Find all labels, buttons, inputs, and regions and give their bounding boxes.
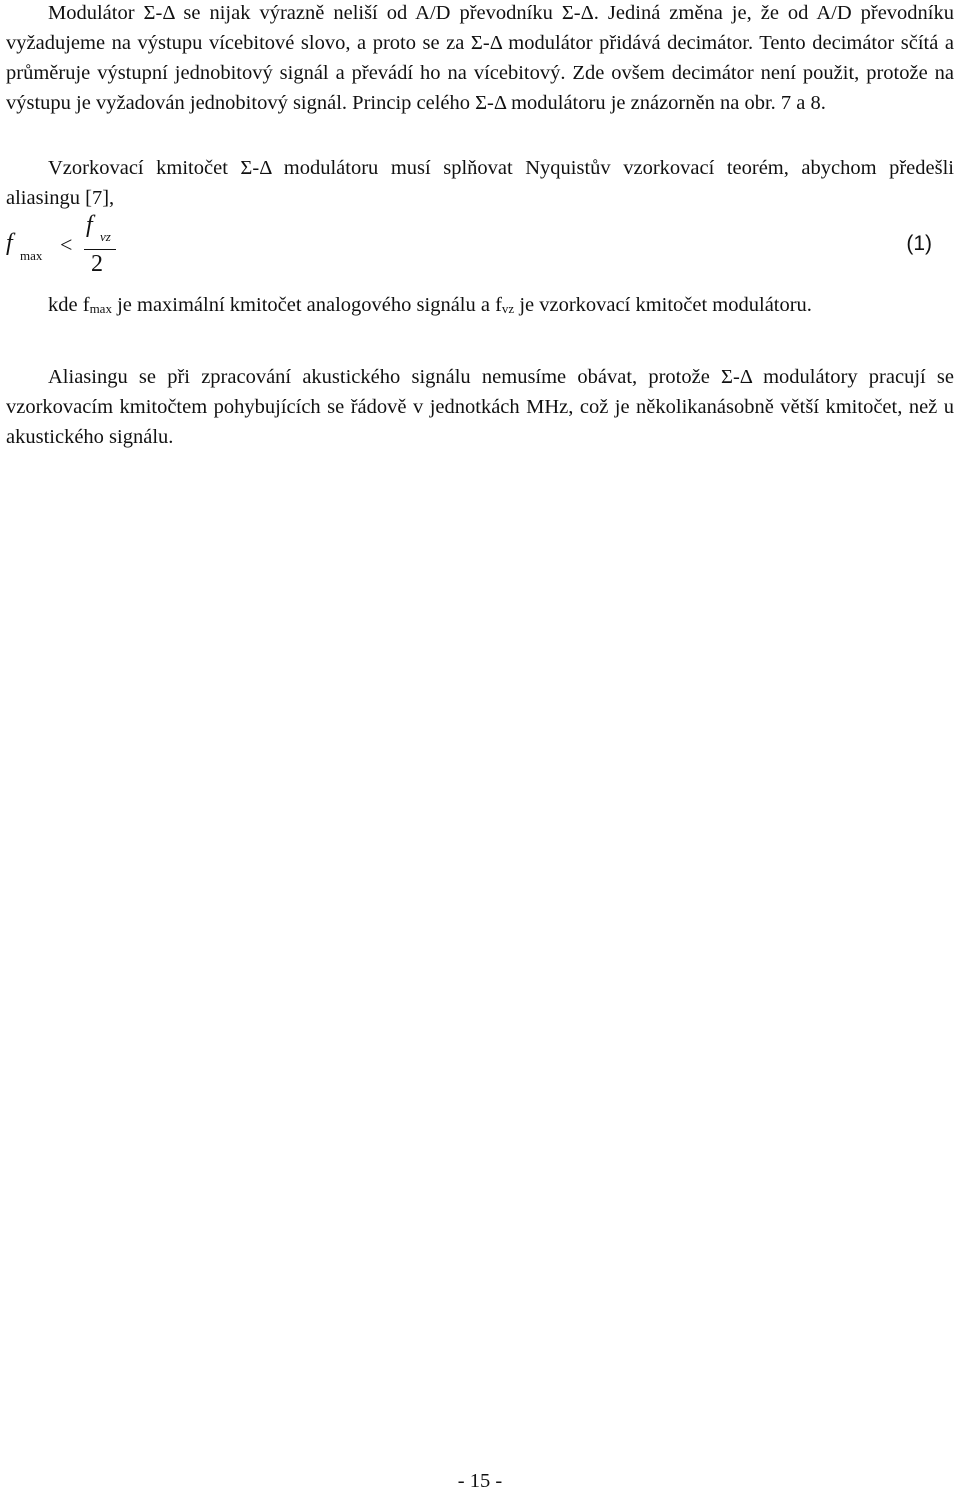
- equation-numerator-subscript: vz: [100, 229, 111, 244]
- explanation-subscript-max: max: [89, 301, 112, 316]
- document-page: [6, 0, 954, 1505]
- explanation-subscript-vz: vz: [501, 301, 515, 316]
- explanation-mid: je maximální kmitočet analogového signálu a f: [111, 294, 502, 316]
- equation-lhs-subscript: max: [20, 248, 43, 263]
- page-number: - 15 -: [457, 1470, 503, 1492]
- equation-denominator: 2: [91, 251, 103, 277]
- explanation-end: je vzorkovací kmitočet modulátoru.: [514, 294, 812, 316]
- equation-fraction-bar: [84, 249, 116, 250]
- explanation-kde: kde f: [48, 294, 90, 316]
- equation-numerator-symbol: f: [86, 212, 93, 238]
- equation-lhs-symbol: f: [6, 230, 13, 256]
- paragraph-aliasing: Aliasingu se při zpracování akustického signálu nemusíme obávat, protože Σ-Δ modulátory pracují se vzorkovacím kmitočtem pohybujících se řádově v jednotkách MHz, což je několikanásobně větší kmitočet, než u akustického signálu.: [6, 366, 954, 448]
- equation-nyquist: [6, 214, 954, 284]
- equation-operator: <: [60, 232, 73, 257]
- equation-number: (1): [906, 232, 932, 255]
- paragraph-modulator-intro: Modulátor Σ-Δ se nijak výrazně neliší od A/D převodníku Σ-Δ. Jediná změna je, že od A/D převodníku vyžadujeme na výstupu vícebitové slovo, a proto se za Σ-Δ modulátor přidává decimátor. Tento decimátor sčítá a průměruje výstupní jednobitový signál a převádí ho na vícebitový. Zde ovšem decimátor není použit, protože na výstupu je vyžadován jednobitový signál. Princip celého Σ-Δ modulátoru je znázorněn na obr. 7 a 8.: [6, 2, 954, 114]
- paragraph-equation-explanation: [6, 290, 954, 320]
- paragraph-sampling-frequency: Vzorkovací kmitočet Σ-Δ modulátoru musí splňovat Nyquistův vzorkovací teorém, abychom předešli aliasingu [7],: [6, 157, 954, 209]
